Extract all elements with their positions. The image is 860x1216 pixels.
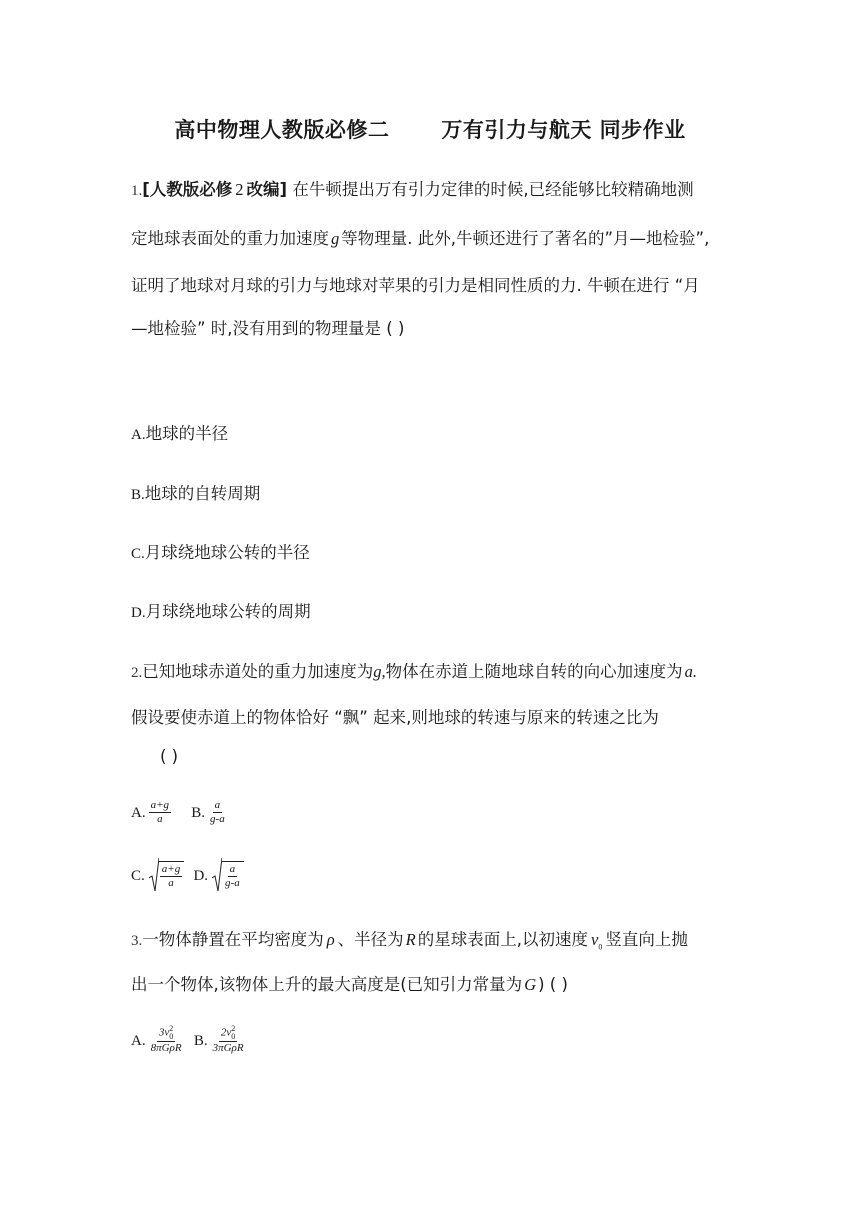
q3-answer-blank: ) ( ) (538, 975, 568, 994)
q2-option-b[interactable] (191, 799, 229, 825)
radicand (159, 861, 184, 890)
q1-tag-text: [人教版必修 (142, 180, 233, 199)
subscript: 0 (231, 1032, 236, 1041)
q2-options-ab (131, 799, 230, 826)
sqrt-expression (149, 858, 184, 892)
option-text: 月球绕地球公转的半径 (144, 543, 310, 562)
option-label: C. (131, 546, 145, 562)
radical-sign-icon (149, 858, 159, 892)
q1-text-4: —地检验” 时,没有用到的物理量是 ( ) (131, 319, 405, 338)
option-label: A. (131, 805, 146, 821)
gravitational-constant-symbol: G (524, 975, 537, 994)
q3-number: 3. (131, 933, 143, 949)
numerator-coef: 2v (220, 1026, 232, 1039)
numerator-coef: 3v (158, 1026, 170, 1039)
denominator: g-a (210, 813, 225, 825)
title-course: 高中物理人教版必修二 (174, 118, 390, 142)
fraction (223, 863, 242, 890)
q1-number: 1. (131, 183, 143, 199)
fraction (149, 1025, 184, 1055)
q1-text-3: 证明了地球对月球的引力与地球对苹果的引力是相同性质的力. 牛顿在进行 “月 (131, 276, 700, 295)
q3-text-1a: 一物体静置在平均密度为 (142, 930, 324, 949)
q2-answer-blank: ( ) (160, 747, 179, 766)
numerator (219, 1025, 237, 1042)
q2-a-symbol: a. (684, 662, 697, 681)
q3-options-ab (131, 1025, 249, 1055)
option-label: B. (131, 487, 145, 503)
q1-text-2a: 定地球表面处的重力加速度 (131, 229, 329, 248)
q2-number: 2. (131, 665, 143, 681)
q1-line-2 (131, 225, 709, 249)
numerator: a (229, 862, 236, 875)
q3-text-1c: 的星球表面上,以初速度 (417, 930, 589, 949)
denominator: a (168, 876, 174, 889)
numerator (157, 1025, 175, 1042)
q1-source-tag (142, 180, 287, 199)
q3-line-2 (131, 971, 568, 995)
denominator: 3πGρR (212, 1042, 244, 1054)
option-label: A. (131, 1032, 146, 1049)
q3-option-b[interactable] (193, 1024, 249, 1054)
q3-text-1b: 、半径为 (337, 930, 404, 949)
option-label: B. (191, 805, 206, 821)
numerator: a (214, 799, 221, 811)
q1-option-a[interactable] (131, 420, 228, 444)
q2-text-1b: 物体在赤道上随地球自转的向心加速度为 (385, 662, 683, 681)
page-title (0, 114, 860, 144)
superscript: 2 (169, 1024, 174, 1033)
sqrt-expression (212, 858, 244, 892)
q2-option-c[interactable] (131, 862, 184, 889)
title-topic: 万有引力与航天 同步作业 (441, 118, 686, 142)
option-label: A. (131, 427, 146, 443)
q2-option-a[interactable] (131, 799, 174, 825)
subscript: 0 (169, 1032, 174, 1041)
option-label: D. (193, 867, 209, 884)
denominator: g-a (225, 876, 240, 889)
q1-tag-end: 改编] (246, 180, 288, 199)
v-letter: v (591, 930, 599, 949)
option-text: 月球绕地球公转的周期 (145, 602, 311, 621)
q1-tag-num: 2 (235, 180, 244, 199)
option-text: 地球的半径 (145, 424, 229, 443)
q1-line-3 (131, 272, 700, 296)
q3-line-1 (131, 926, 688, 951)
q3-text-1d: 竖直向上抛 (605, 930, 688, 949)
rho-symbol: ρ (326, 930, 335, 949)
q2-options-cd (131, 858, 244, 892)
numerator: a+g (161, 862, 181, 875)
denominator: 8πGρR (150, 1042, 182, 1054)
q2-line-3 (160, 747, 178, 766)
radius-symbol: R (405, 930, 416, 949)
q1-text-1: 在牛顿提出万有引力定律的时候,已经能够比较精确地测 (292, 180, 694, 199)
q2-text-2: 假设要使赤道上的物体恰好 “飘” 起来,则地球的转速与原来的转速之比为 (131, 708, 659, 727)
option-label: D. (131, 605, 146, 621)
option-text: 地球的自转周期 (144, 484, 261, 503)
q2-line-2 (131, 704, 659, 728)
denominator: a (157, 813, 163, 825)
option-label: B. (193, 1032, 208, 1049)
q2-line-1 (131, 658, 697, 682)
superscript: 2 (231, 1024, 236, 1033)
q1-option-c[interactable] (131, 539, 310, 563)
q1-g-symbol: g (331, 229, 340, 248)
fraction (149, 799, 171, 826)
fraction (160, 863, 182, 890)
q1-line-4 (131, 315, 404, 339)
numerator: a+g (150, 799, 170, 811)
radicand (222, 861, 244, 890)
q1-text-2b: 等物理量. 此外,牛顿还进行了著名的”月—地检验”, (341, 229, 710, 248)
q3-text-2a: 出一个物体,该物体上升的最大高度是(已知引力常量为 (131, 975, 523, 994)
fraction (211, 1025, 246, 1055)
radical-sign-icon (212, 858, 222, 892)
q2-option-d[interactable] (193, 862, 243, 889)
q2-g-symbol: g, (373, 662, 386, 681)
q2-text-1a: 已知地球赤道处的重力加速度为 (142, 662, 374, 681)
v0-symbol (591, 930, 603, 952)
q1-option-b[interactable] (131, 480, 260, 504)
subscript: 0 (598, 942, 603, 952)
option-label: C. (131, 867, 145, 884)
fraction (208, 799, 227, 826)
q1-option-d[interactable] (131, 598, 311, 622)
q1-line-1 (131, 176, 694, 200)
q3-option-a[interactable] (131, 1024, 187, 1054)
